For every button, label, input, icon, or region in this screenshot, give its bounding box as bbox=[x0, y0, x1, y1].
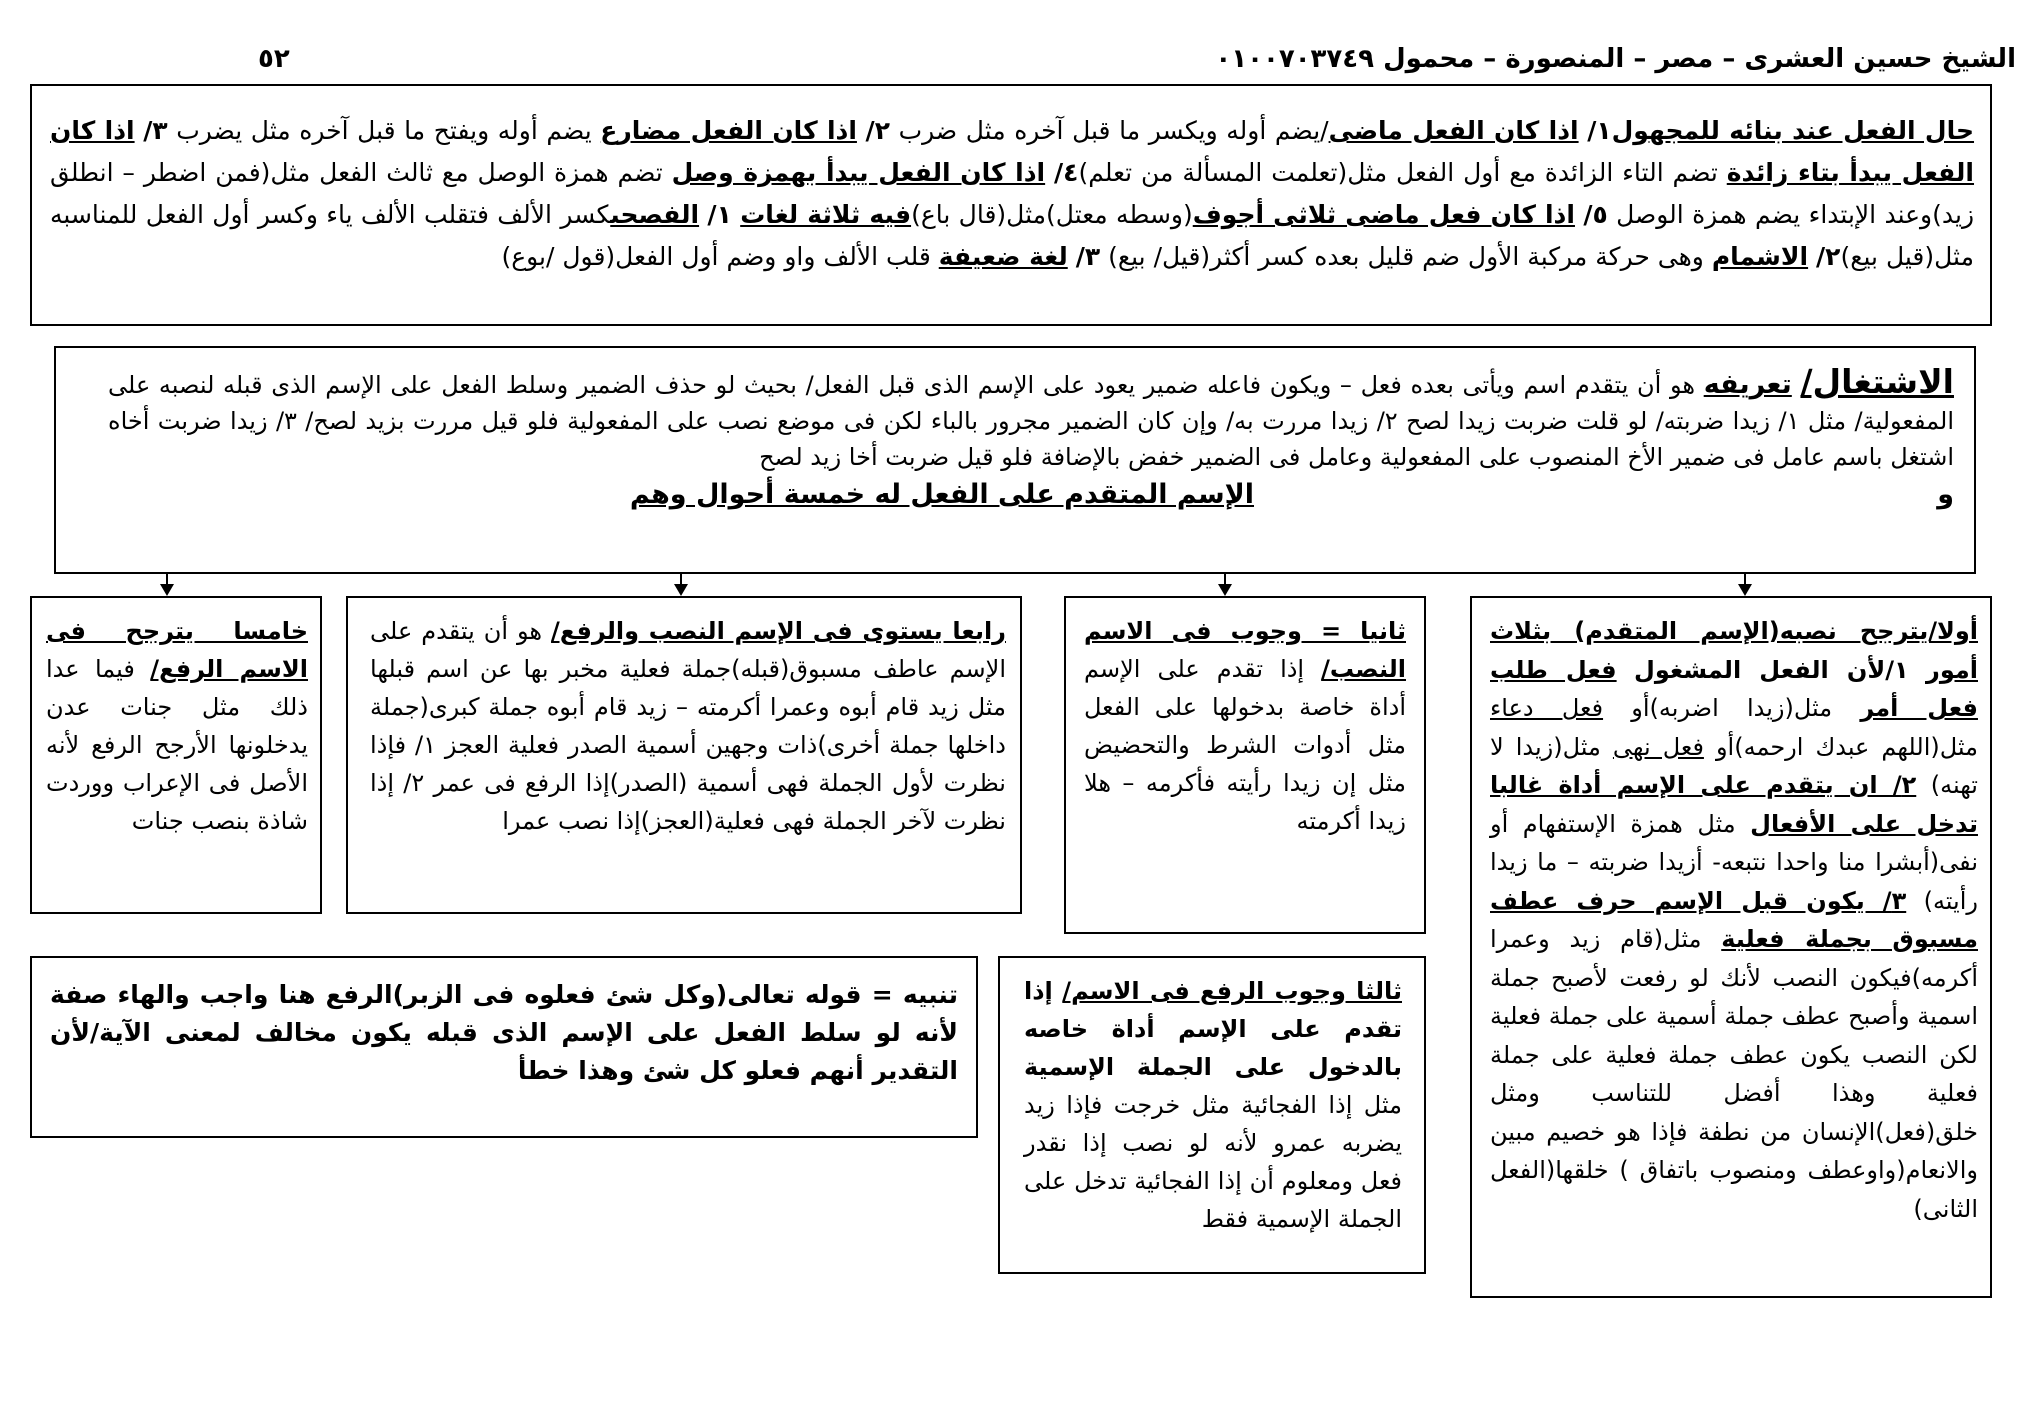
ishtighal-definition: الاشتغال/ تعريفه هو أن يتقدم اسم ويأتى بعده فعل – ويكون فاعله ضمير يعود على الإسم الذى قبل الفعل/ بحيث لو حذف الضمير وسلط الفعل على الإسم الذى قبله لنصبه على المفعولية/ مثل ١/ زيدا ضربته/ لو قلت ضربت زيدا لصح ٢/ زيدا مررت به/ وإن كان الضمير مجرور بالباء لكن فى موضع نصب على المفعولية فلو قيل مررت بزيد لصح/ ٣/ زيدا ضربت أخاه اشتغل باسم عامل فى ضمير الأخ المنصوب على المفعولية وعامل فى الضمير خفض بالإضافة فلو قيل ضربت أخا زيد لصح bbox=[108, 362, 1954, 471]
dialect-ishmam: الاشمام bbox=[1711, 242, 1809, 271]
note-box bbox=[30, 956, 978, 1138]
case4-title: رابعا يستوى فى الإسم النصب والرفع/ bbox=[551, 617, 1006, 645]
case3-box bbox=[998, 956, 1426, 1274]
case1-reason3: ٣/ يكون قبل الإسم حرف عطف مسبوق بجملة فعلية bbox=[1490, 886, 1978, 953]
conjunction-waw: و bbox=[1937, 479, 1954, 510]
case-past-verb: اذا كان الفعل ماضى bbox=[1328, 116, 1579, 145]
case2-title: ثانيا = وجوب فى الاسم النصب/ bbox=[1084, 617, 1406, 683]
case-extra-taa: اذا كان الفعل يبدأ بتاء زائدة bbox=[50, 116, 1975, 187]
passive-voice-paragraph: حال الفعل عند بنائه للمجهول١/ اذا كان الفعل ماضى/يضم أوله ويكسر ما قبل آخره مثل ضرب ٢/ اذا كان الفعل مضارع يضم أوله ويفتح ما قبل آخره مثل يضرب ٣/ اذا كان الفعل يبدأ بتاء زائدة تضم التاء الزائدة مع أول الفعل مثل(تعلمت المسألة من تعلم)٤/ اذا كان الفعل يبدأ بهمزة وصل تضم همزة الوصل مع ثالث الفعل مثل(فمن اضطر – انطلق زيد)وعند الإبتداء يضم همزة الوصل ٥/ اذا كان فعل ماضى ثلاثى أجوف(وسطه معتل)مثل(قال باع)فيه ثلاثة لغات ١/ الفصحىكسر الألف فتقلب الألف ياء وكسر أول الفعل للمناسبه مثل(قيل بيع)٢/ الاشمام وهى حركة مركبة الأول ضم قليل بعده كسر أكثر(قيل/ بيع) ٣/ لغة ضعيفة قلب الألف واو وضم أول الفعل(قول /بوع) bbox=[50, 116, 1975, 271]
case-hamzat-wasl: اذا كان الفعل يبدأ بهمزة وصل bbox=[671, 158, 1046, 187]
arrow-to-case1 bbox=[1744, 574, 1746, 594]
case5-box bbox=[30, 596, 322, 914]
arrow-to-case2 bbox=[1224, 574, 1226, 594]
case-present-verb: اذا كان الفعل مضارع bbox=[600, 116, 857, 145]
five-states-summary: الإسم المتقدم على الفعل له خمسة أحوال وهم bbox=[629, 479, 1254, 510]
three-dialects: فيه ثلاثة لغات bbox=[740, 200, 912, 229]
note-text: تنبيه = قوله تعالى(وكل شئ فعلوه فى الزبر)الرفع هنا واجب والهاء صفة لأنه لو سلط الفعل على الإسم الذى قبله يكون مخالف لمعنى الآية/لأن التقدير أنهم فعلو كل شئ وهذا خطأ bbox=[50, 980, 958, 1085]
case4-box bbox=[346, 596, 1022, 914]
case1-reason2: ٢/ ان يتقدم على الإسم أداة غالبا تدخل على الأفعال bbox=[1490, 771, 1978, 838]
author-header: الشيخ حسين العشرى – مصر – المنصورة – محمول ٠١٠٠٧٠٣٧٤٩ bbox=[1215, 44, 2016, 74]
definition-label: تعريفه bbox=[1703, 369, 1792, 400]
case5-title: خامسا يترجح فى الاسم الرفع/ bbox=[46, 617, 308, 683]
case-hollow-verb: اذا كان فعل ماضى ثلاثى أجوف bbox=[1192, 200, 1575, 229]
case3-condition: إذا تقدم على الإسم أداة خاصه بالدخول على الجملة الإسمية bbox=[1024, 977, 1402, 1081]
arrow-to-case4 bbox=[680, 574, 682, 594]
ishtighal-box bbox=[54, 346, 1976, 574]
case1-title: أولا/يترجح نصبه(الإسم المتقدم) بثلاث أمور bbox=[1490, 617, 1978, 684]
case5-text: فيما عدا ذلك مثل جنات عدن يدخلونها الأرجح الرفع لأنه الأصل فى الإعراب ووردت شاذة بنصب جنات bbox=[46, 655, 308, 835]
case1-box: أولا/يترجح نصبه(الإسم المتقدم) بثلاث أمور ١/لأن الفعل المشغول فعل طلب فعل أمر مثل(زيدا اضربه)أو فعل دعاء مثل(اللهم عبدك ارحمه)أو فعل نهى مثل(زيدا لا تهنه) ٢/ ان يتقدم على الإسم أداة غالبا تدخل على الأفعال مثل همزة الإستفهام أو نفى(أبشرا منا واحدا نتبعه- أزيدا ضربته – ما زيدا رأيته) ٣/ يكون قبل الإسم حرف عطف مسبوق بجملة فعلية مثل(قام زيد وعمرا أكرمه)فيكون النصب لأنك لو رفعت لأصبح جملة اسمية وأصبح عطف جملة أسمية على جملة فعلية لكن النصب يكون عطف جملة فعلية على جملة فعلية وهذا أفضل للتناسب ومثل خلق(فعل)الإنسان من نطفة فإذا هو خصيم مبين والانعام(واوعطف ومنصوب باتفاق ) خلقها(الفعل الثانى) bbox=[1470, 596, 1992, 1298]
arrow-to-case5 bbox=[166, 574, 168, 594]
case3-text: مثل إذا الفجائية مثل خرجت فإذا زيد يضربه عمرو لأنه لو نصب إذا نقدر فعل ومعلوم أن إذا الفجائية تدخل على الجملة الإسمية فقط bbox=[1024, 1091, 1402, 1233]
case2-box bbox=[1064, 596, 1426, 934]
dialect-weak: لغة ضعيفة bbox=[938, 242, 1068, 271]
ishtighal-title: الاشتغال/ bbox=[1800, 362, 1954, 401]
passive-voice-title: حال الفعل عند بنائه للمجهول bbox=[1611, 116, 1975, 145]
case3-title: ثالثا وجوب الرفع فى الاسم/ bbox=[1062, 977, 1402, 1005]
five-states-line bbox=[108, 477, 1954, 517]
case2-text: إذا تقدم على الإسم أداة خاصة بدخولها على الفعل مثل أدوات الشرط والتحضيض مثل إن زيدا رأيته فأكرمه – هلا زيدا أكرمته bbox=[1084, 655, 1406, 835]
dialect-fusha: الفصحى bbox=[610, 200, 700, 229]
passive-voice-box bbox=[30, 84, 1992, 326]
case4-text: هو أن يتقدم على الإسم عاطف مسبوق(قبله)جملة فعلية مخبر بها عن اسم قبلها مثل زيد قام أبوه وعمرا أكرمته – زيد قام أبوه جملة كبرى(جملة داخلها جملة أخرى)ذات وجهين أسمية الصدر فعلية العجز ١/ فإذا نظرت لأول الجملة فهى أسمية (الصدر)إذا الرفع فى عمر ٢/ إذا نظرت لآخر الجملة فهى فعلية(العجز)إذا نصب عمرا bbox=[370, 617, 1006, 835]
page-number: ٥٢ bbox=[258, 44, 290, 74]
